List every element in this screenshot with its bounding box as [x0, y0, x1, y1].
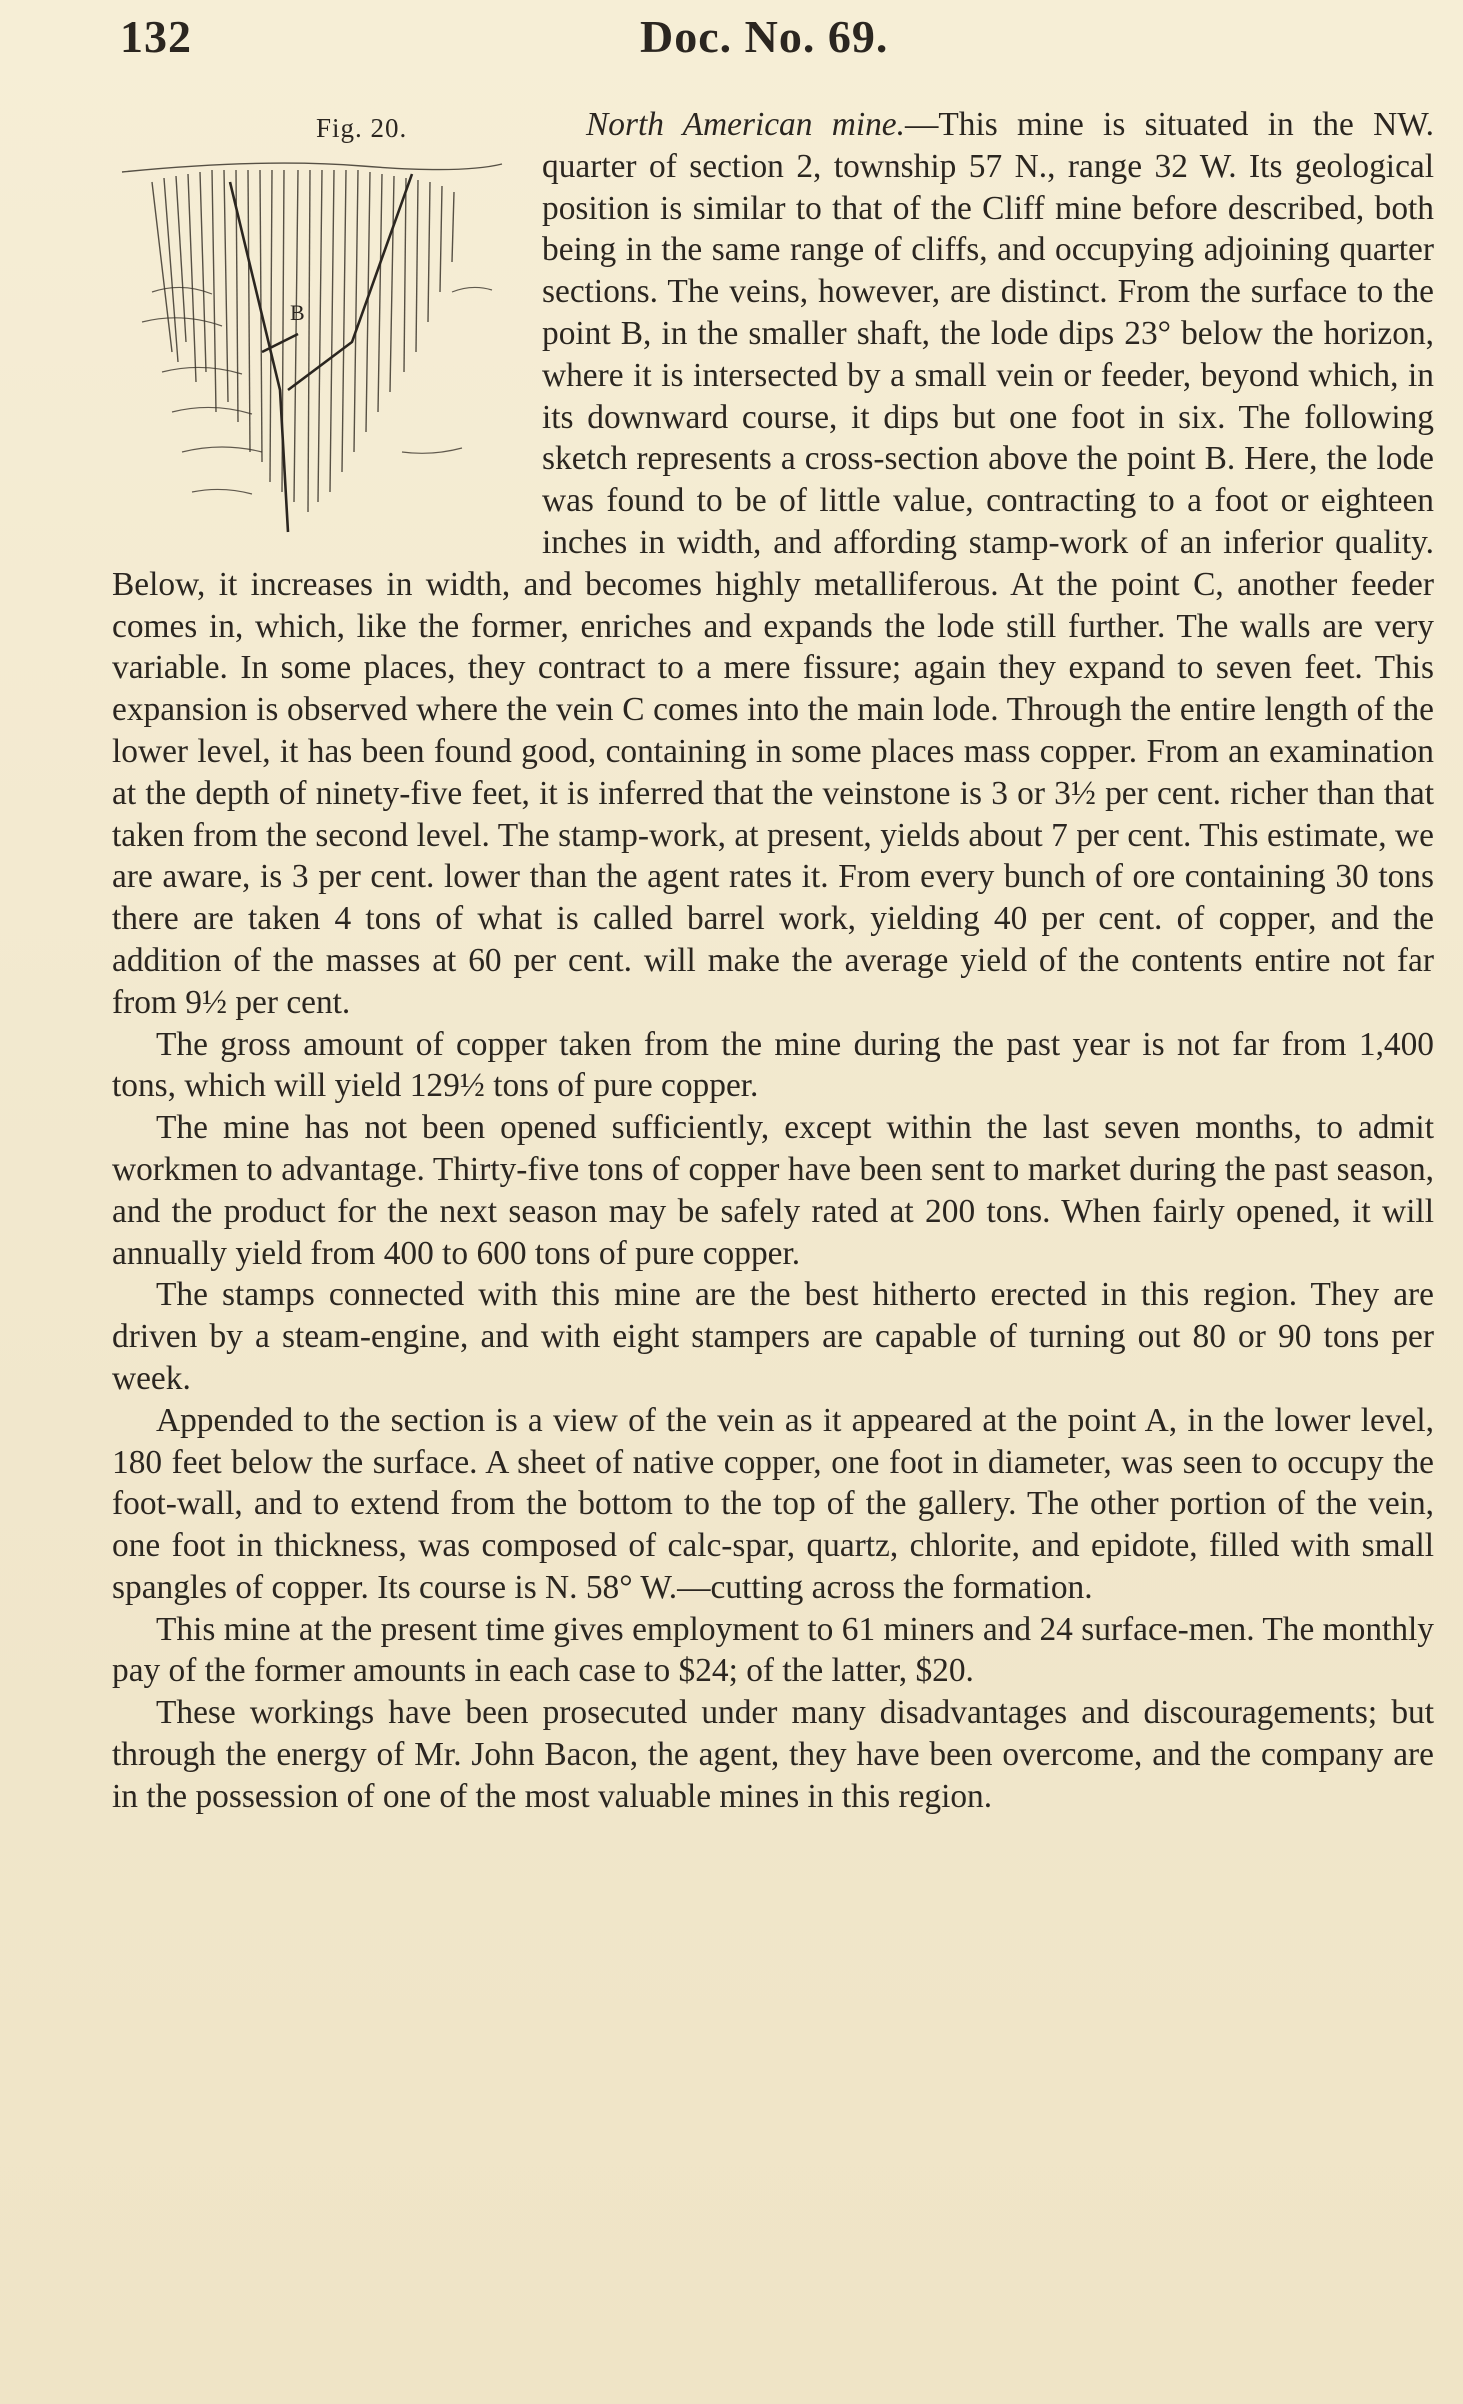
paragraph-text-before-figure	[112, 106, 1434, 1021]
paragraph-text: —This mine is situated in the NW. quarter of section 2, township 57 N., range 32 W. Its geological position is similar to that of the Cliff mine before described, both being in the same range of cliffs, and occupying adjoining quarter sections. The veins, however, are distinct. From the surface to the point B, in the smaller shaft, the lode dips 23° below the horizon, where it is intersected by a small vein or feeder, beyond which, in its downward course, it dips but one foot in six. The following sketch represents a cross-section above the point B. Here, the lode was found to be of little value, contracting to a foot or eighteen inches in width, and affording stamp-work of an inferior quality. Below, it increases in width, and becomes highly metalliferous. At the point C, another feeder comes in, which, like the former, enriches and expands the lode still further. The walls are very variable. In some places, they contract to a mere fissure; again they expand to seven feet. This expansion is observed where the vein C comes into the main lode. Through the entire length of the lower level, it has been found good, containing in some places mass copper. From an examination at the depth of ninety-five feet, it is inferred that the veinstone is 3 or 3½ per cent. richer than that taken from the second level. The stamp-work, at present, yields about 7 per cent. This estimate, we are aware, is 3 per cent. lower than the agent rates it. From every bunch of ore containing 30 tons there are taken 4 tons of what is called barrel work, yielding 40 per cent. of copper, and the addition of the masses at 60 per cent. will make the average yield of the contents entire not far from 9½ per cent.	[112, 106, 1434, 1021]
paragraph-employment: This mine at the present time gives employment to 61 miners and 24 surface-men. The monthly pay of the former amounts in each case to $24; of the latter, $20.	[112, 1610, 1434, 1690]
document-title: Doc. No. 69.	[640, 11, 889, 62]
point-b-label: B	[290, 300, 305, 325]
figure-label: Fig. 20.	[316, 113, 408, 143]
paragraph-mine-opened: The mine has not been opened sufficiently, except within the last seven months, to admit workmen to advantage. Thirty-five tons of copper have been sent to market during the past season, and the product for the next season may be safely rated at 200 tons. When fairly opened, it will annually yield from 400 to 600 tons of pure copper.	[112, 1109, 1434, 1272]
page-number: 132	[120, 11, 192, 62]
paragraph-stamps: The stamps connected with this mine are the best hitherto erected in this region. They are driven by a steam-engine, and with eight stampers are capable of turning out 80 or 90 tons per week.	[112, 1276, 1434, 1397]
paragraph-appended-section: Appended to the section is a view of the vein as it appeared at the point A, in the lower level, 180 feet below the surface. A sheet of native copper, one foot in diameter, was seen to occupy the foot-wall, and to extend from the bottom to the top of the gallery. The other portion of the vein, one foot in thickness, was composed of calc-spar, quartz, chlorite, and epidote, filled with small spangles of copper. Its course is N. 58° W.—cutting across the formation.	[112, 1401, 1434, 1606]
paragraph-lead-title: North American mine.	[586, 106, 905, 143]
paragraph-workings: These workings have been prosecuted under many disadvantages and discouragements; but through the energy of Mr. John Bacon, the agent, they have been overcome, and the company are in the possession of one of the most valuable mines in this region.	[112, 1694, 1434, 1815]
paragraph-north-american-mine	[112, 104, 1434, 1024]
page-header	[120, 10, 1440, 74]
paragraph-gross-amount: The gross amount of copper taken from the mine during the past year is not far from 1,400 tons, which will yield 129½ tons of pure copper.	[112, 1025, 1434, 1105]
cross-section-sketch	[112, 152, 512, 542]
body-text	[112, 104, 1434, 1818]
figure-20	[112, 104, 520, 549]
